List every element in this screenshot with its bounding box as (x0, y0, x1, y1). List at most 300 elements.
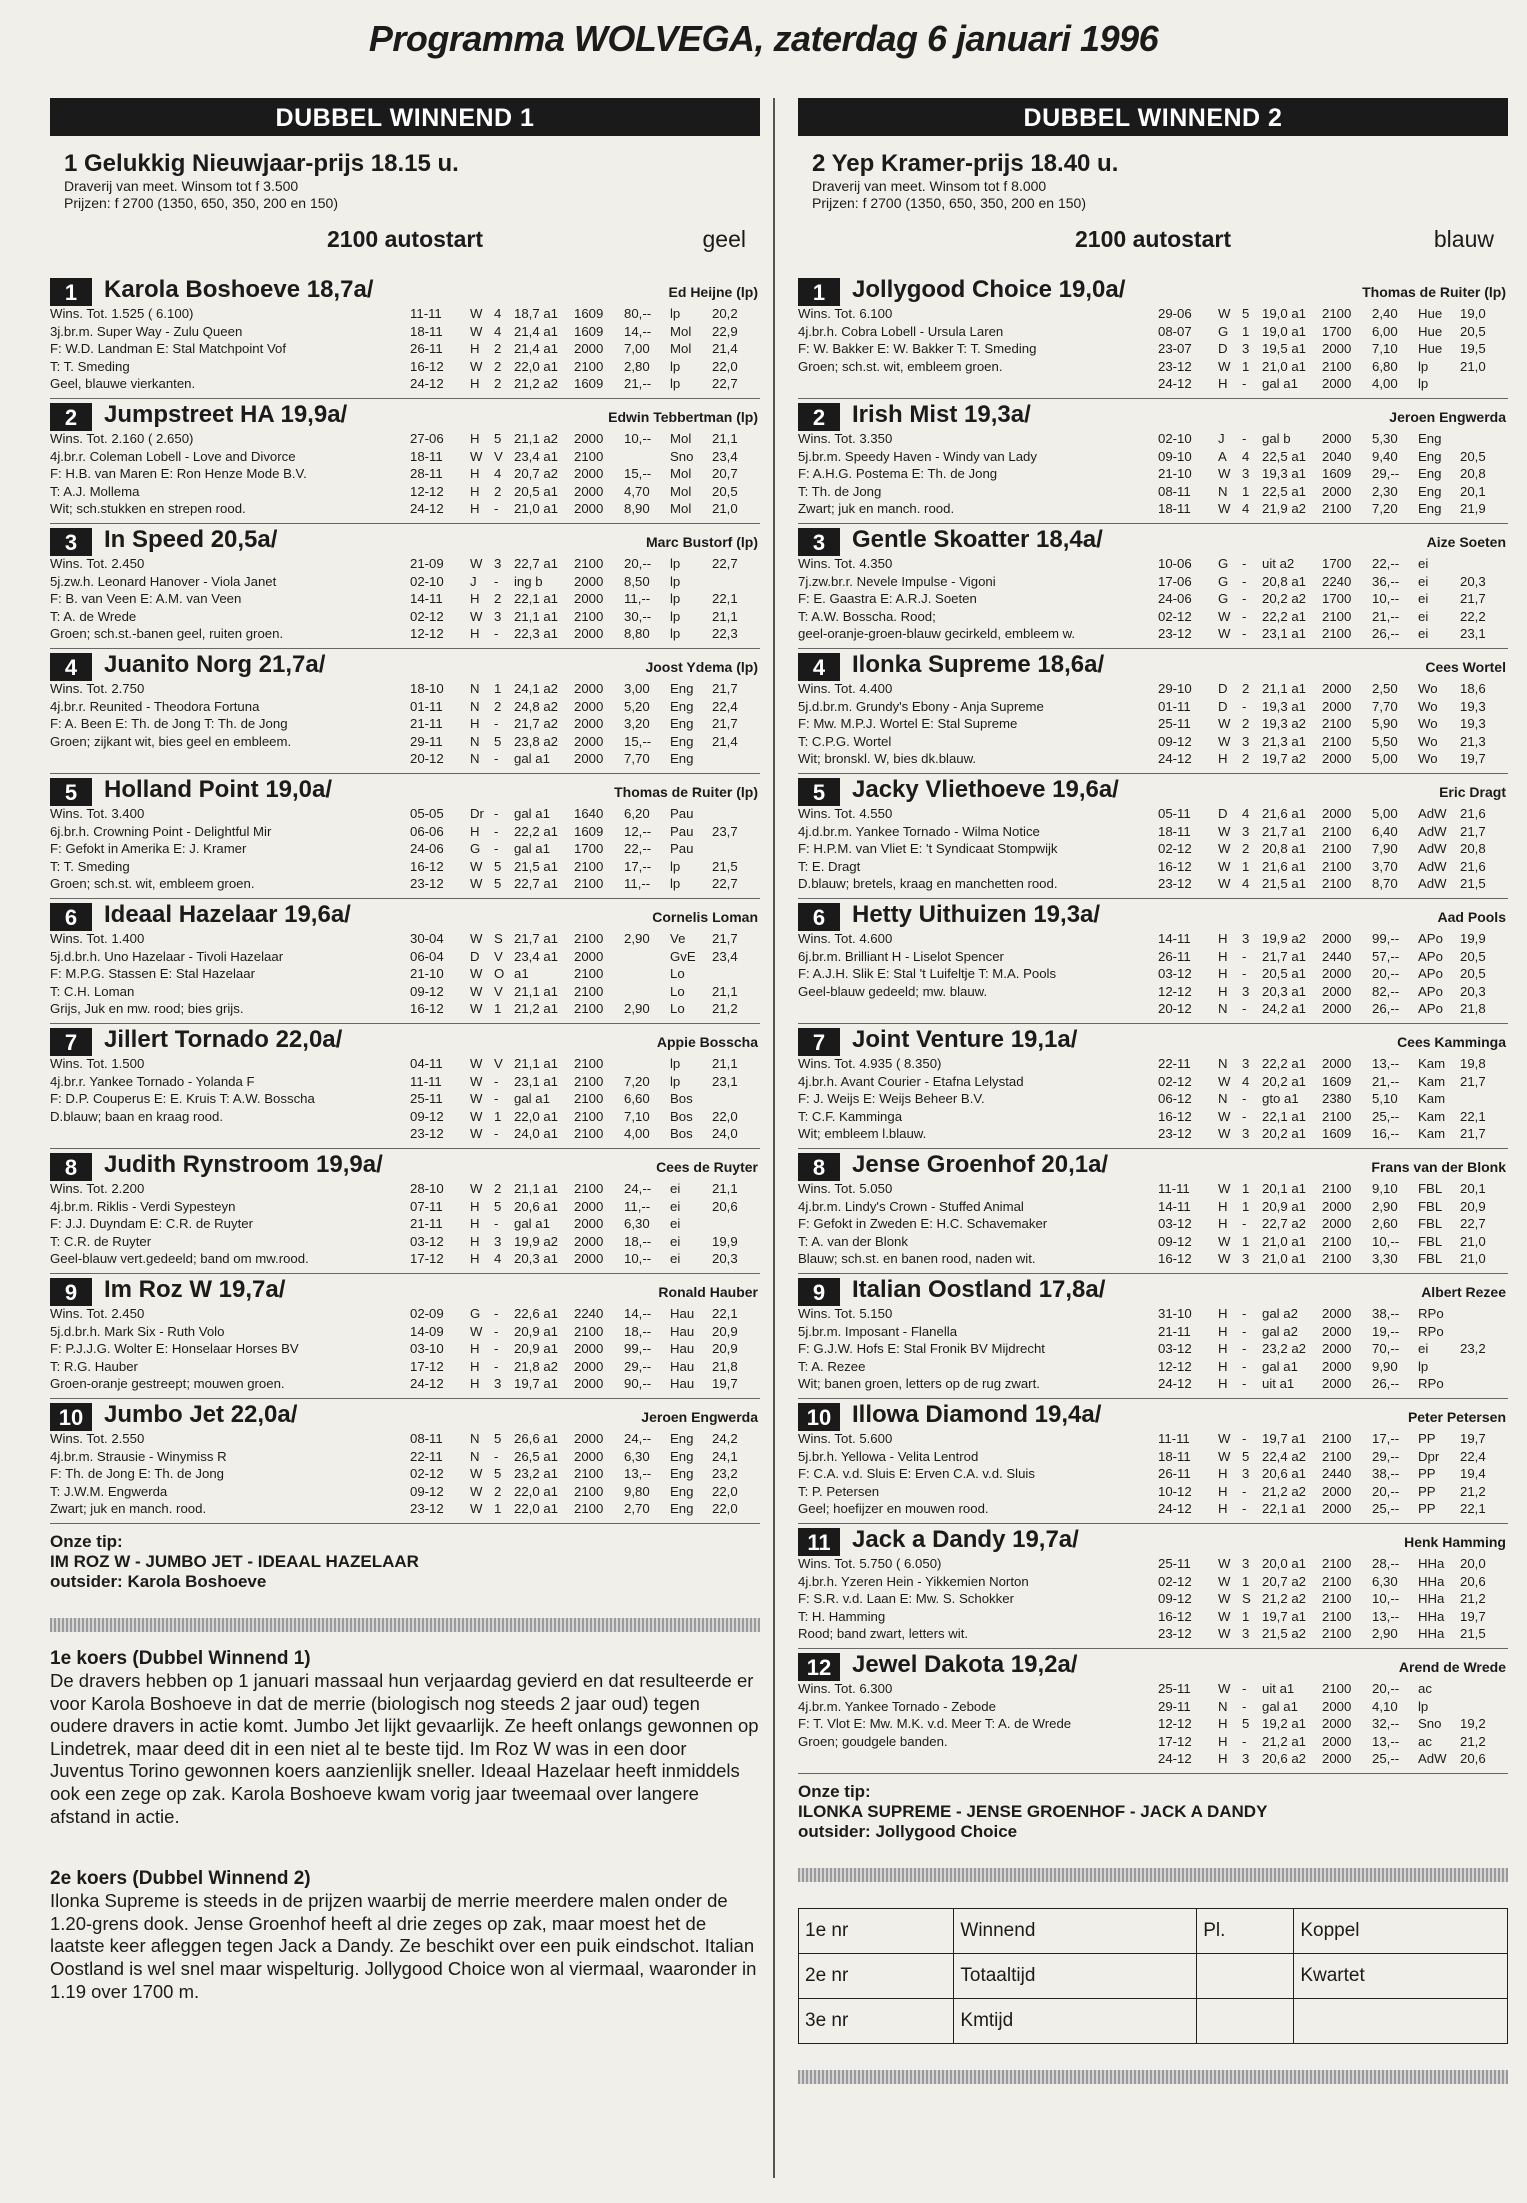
form-cell: gal a1 (514, 1091, 550, 1107)
form-cell: N (1218, 1001, 1228, 1017)
form-cell: 1 (1242, 858, 1250, 874)
form-cell: 22,6 a1 (514, 1306, 558, 1321)
form-cell: 22,2 a1 (1262, 1056, 1306, 1071)
results-cell: 1e nr (799, 1909, 954, 1954)
form-cell: 21,4 a1 (514, 323, 558, 339)
form-cell: 24-12 (410, 376, 444, 392)
form-cell: 1700 (1322, 323, 1352, 339)
form-cell: - (494, 751, 499, 767)
form-cell: 22,1 (712, 1306, 738, 1321)
form-cell: 21,0 (1460, 1233, 1486, 1249)
form-cell: 21,0 a1 (1262, 1233, 1306, 1249)
race-header (50, 136, 760, 274)
form-cell: 21,7 (1460, 591, 1486, 607)
horse-info-line: Blauw; sch.st. en banen rood, naden wit. (798, 1251, 1036, 1267)
horse-info-line: T: A. van der Blonk (798, 1233, 908, 1249)
form-cell: 17,-- (624, 858, 652, 874)
form-cell: 2100 (1322, 1251, 1352, 1267)
form-cell: 2040 (1322, 448, 1352, 464)
form-row (410, 1323, 760, 1341)
horse-header (50, 403, 760, 431)
form-cell: 20,6 (1460, 1751, 1486, 1767)
form-row (1158, 483, 1508, 501)
form-cell: 5,00 (1372, 806, 1398, 821)
form-cell: 1640 (574, 806, 604, 821)
form-cell: 22,0 (712, 1108, 738, 1124)
form-cell: 24-12 (1158, 1501, 1192, 1517)
form-cell: 22,4 (1460, 1448, 1486, 1464)
horse-info-line: T: A. de Wrede (50, 608, 137, 624)
form-cell: 1700 (1322, 556, 1352, 571)
form-cell: lp (1418, 376, 1429, 392)
form-cell: 20,2 (712, 306, 738, 321)
horse-entry (50, 524, 760, 649)
form-cell: 2100 (574, 983, 604, 999)
form-cell: W (1218, 626, 1231, 642)
form-cell: W (1218, 1608, 1231, 1624)
horse-name: Jense Groenhof 20,1a/ (852, 1151, 1109, 1178)
form-cell: Wo (1418, 698, 1438, 714)
form-cell: 3,00 (624, 681, 650, 696)
form-cell: 20,6 (1460, 1573, 1486, 1589)
form-cell: W (1218, 841, 1231, 857)
commentary-heading: 2e koers (Dubbel Winnend 2) (50, 1868, 311, 1890)
form-cell: 20,0 a1 (1262, 1556, 1306, 1571)
form-cell: 4 (1242, 876, 1250, 892)
form-cell: 19,4 (1460, 1466, 1486, 1482)
form-cell: 20,9 a1 (514, 1341, 558, 1357)
race-distance: 2100 autostart (327, 226, 483, 252)
form-row (410, 500, 760, 518)
form-cell: 05-11 (1158, 806, 1191, 821)
horse-number: 1 (798, 278, 840, 306)
horse-info (798, 1180, 1153, 1268)
horse-info-line: T: E. Dragt (798, 858, 861, 874)
horse-info-line: 6j.br.m. Brilliant H - Liselot Spencer (798, 948, 1004, 964)
form-row (1158, 733, 1508, 751)
horse-info-line: 3j.br.m. Super Way - Zulu Queen (50, 323, 243, 339)
form-cell: 2,90 (624, 1001, 650, 1017)
form-cell: W (1218, 501, 1231, 517)
form-cell: 22,1 a1 (1262, 1501, 1306, 1517)
form-cell: J (470, 573, 477, 589)
form-cell: 08-11 (410, 1431, 443, 1446)
form-row (410, 483, 760, 501)
race-prizes: Prijzen: f 2700 (1350, 650, 350, 200 en 150) (812, 195, 1086, 211)
form-row (410, 875, 760, 893)
form-cell: lp (1418, 1358, 1429, 1374)
form-cell: RPo (1418, 1323, 1444, 1339)
form-cell: W (1218, 1448, 1231, 1464)
form-cell: Hau (670, 1341, 695, 1357)
horse-info-line: Wit; sch.stukken en strepen rood. (50, 501, 246, 517)
form-cell: APo (1418, 931, 1443, 946)
form-cell: FBL (1418, 1216, 1443, 1232)
form-cell: 29,-- (1372, 466, 1400, 482)
form-cell: 23,8 a2 (514, 733, 558, 749)
form-cell: - (1242, 1431, 1247, 1446)
form-cell: Eng (670, 1448, 694, 1464)
horse-info (798, 930, 1153, 1000)
form-cell: N (1218, 483, 1228, 499)
form-cell: 20,5 a1 (514, 483, 558, 499)
horse-info-line: T: H. Hamming (798, 1608, 886, 1624)
form-cell: 02-12 (1158, 1573, 1192, 1589)
form-cell: Ve (670, 931, 686, 946)
form-cell: HHa (1418, 1608, 1445, 1624)
form-cell: 19,3 (1460, 698, 1486, 714)
form-cell: ei (1418, 626, 1429, 642)
form-cell: 20,2 a1 (1262, 1073, 1306, 1089)
form-cell: - (1242, 948, 1247, 964)
horse-driver: Frans van der Blonk (1371, 1159, 1506, 1175)
results-cell: Kwartet (1294, 1954, 1508, 1999)
horse-header (50, 778, 760, 806)
horse-entry (798, 274, 1508, 399)
form-cell: 22,7 a1 (514, 556, 558, 571)
form-cell: 22,0 (712, 1483, 738, 1499)
horse-info-line: F: T. Vlot E: Mw. M.K. v.d. Meer T: A. de Wrede (798, 1716, 1072, 1732)
form-cell: 7,70 (1372, 698, 1398, 714)
horse-driver: Appie Bosscha (656, 1034, 758, 1050)
form-cell: 22,2 a1 (1262, 608, 1306, 624)
form-cell: 20,7 a2 (1262, 1573, 1306, 1589)
horse-name: Hetty Uithuizen 19,3a/ (852, 901, 1101, 928)
tip-label: Onze tip: (50, 1532, 123, 1551)
form-cell: 21-10 (410, 966, 444, 982)
form-cell: Eng (1418, 431, 1442, 446)
horse-entry (50, 1024, 760, 1149)
form-cell: 2100 (1322, 733, 1352, 749)
form-cell: W (1218, 716, 1231, 732)
form-cell: H (1218, 1341, 1228, 1357)
horse-info-line: Wins. Tot. 1.400 (50, 931, 145, 946)
results-cell: Kmtijd (954, 1999, 1197, 2044)
form-cell: W (1218, 306, 1231, 321)
horse-info-line: Wins. Tot. 2.550 (50, 1431, 145, 1446)
form-cell: - (494, 823, 499, 839)
form-cell: 2000 (1322, 806, 1352, 821)
form-cell: 21,-- (1372, 1073, 1400, 1089)
form-cell: 23,2 a2 (1262, 1341, 1306, 1357)
form-cell: - (1242, 1698, 1247, 1714)
form-cell: 18,6 (1460, 681, 1486, 696)
form-cell: 2000 (1322, 1483, 1352, 1499)
form-row (1158, 1715, 1508, 1733)
horse-info-line: 5j.d.br.h. Mark Six - Ruth Volo (50, 1323, 225, 1339)
form-cell: H (1218, 751, 1228, 767)
form-row (1158, 1500, 1508, 1518)
form-cell: 2100 (574, 1483, 604, 1499)
horse-info (50, 930, 405, 1018)
form-cell: 3,20 (624, 716, 650, 732)
form-cell: 21,8 (712, 1358, 738, 1374)
form-cell: 20,9 a1 (514, 1323, 558, 1339)
horse-name: Ilonka Supreme 18,6a/ (852, 651, 1105, 678)
form-cell: 2100 (574, 876, 604, 892)
form-cell: 4 (494, 466, 502, 482)
form-cell: 14-09 (410, 1323, 444, 1339)
form-cell: 20,0 (1460, 1556, 1486, 1571)
results-cell (1197, 1999, 1294, 2044)
form-cell: 2,70 (624, 1501, 650, 1517)
form-cell: W (470, 1091, 483, 1107)
form-cell: 17,-- (1372, 1431, 1400, 1446)
form-cell: Wo (1418, 751, 1438, 767)
form-cell: - (1242, 698, 1247, 714)
horse-number: 6 (50, 903, 92, 931)
form-cell: Bos (670, 1126, 693, 1142)
form-cell: 04-11 (410, 1056, 443, 1071)
form-cell: 1 (494, 1108, 502, 1124)
results-cell: Pl. (1197, 1909, 1294, 1954)
form-cell: G (1218, 556, 1229, 571)
form-cell: 5 (494, 1466, 502, 1482)
form-cell: 18-11 (1158, 823, 1191, 839)
form-cell: Lo (670, 983, 685, 999)
horse-info-line: 6j.br.h. Crowning Point - Delightful Mir (50, 823, 272, 839)
form-cell: 16-12 (410, 1001, 444, 1017)
form-cell: 20,9 (1460, 1198, 1486, 1214)
form-cell: Hau (670, 1358, 695, 1374)
form-cell: W (470, 1056, 483, 1071)
form-cell: 2100 (574, 1323, 604, 1339)
form-cell: Eng (670, 681, 694, 696)
form-row (410, 608, 760, 626)
form-cell: 2100 (1322, 823, 1352, 839)
form-cell: 4 (1242, 501, 1250, 517)
form-cell: 17-12 (1158, 1733, 1192, 1749)
form-cell: RPo (1418, 1306, 1444, 1321)
form-cell: Pau (670, 841, 694, 857)
form-cell: 02-12 (1158, 841, 1192, 857)
horse-info-line: T: A.J. Mollema (50, 483, 140, 499)
form-cell: - (1242, 1306, 1247, 1321)
horse-info-line: Wit; banen groen, letters op de rug zwart. (798, 1376, 1040, 1392)
horse-number: 1 (50, 278, 92, 306)
form-row (1158, 1323, 1508, 1341)
form-cell: lp (670, 591, 681, 607)
horse-info-line: F: A. Been E: Th. de Jong T: Th. de Jong (50, 716, 288, 732)
form-cell: gal a1 (1262, 1358, 1298, 1374)
horse-info-line: 4j.br.h. Cobra Lobell - Ursula Laren (798, 323, 1004, 339)
form-cell: 19,7 a1 (1262, 1608, 1306, 1624)
form-cell: 26-11 (1158, 948, 1191, 964)
form-cell: Hau (670, 1376, 695, 1392)
form-cell: Mol (670, 501, 692, 517)
form-row (1158, 1233, 1508, 1251)
horse-info-line: Wins. Tot. 2.160 ( 2.650) (50, 431, 194, 446)
form-cell: 24,2 a1 (1262, 1001, 1306, 1017)
form-cell: 2240 (1322, 573, 1352, 589)
horse-info-line: T: T. Smeding (50, 858, 130, 874)
form-cell: 2100 (1322, 1681, 1352, 1696)
tip-block (798, 1782, 1508, 1842)
form-cell: a1 (514, 966, 529, 982)
form-cell: uit a1 (1262, 1376, 1295, 1392)
horse-info-line: F: Th. de Jong E: Th. de Jong (50, 1466, 224, 1482)
form-cell: W (1218, 1126, 1231, 1142)
form-cell: W (1218, 823, 1231, 839)
form-cell: lp (670, 556, 681, 571)
form-cell: 2000 (1322, 431, 1352, 446)
form-cell: 1 (494, 1001, 502, 1017)
form-cell: Mol (670, 466, 692, 482)
form-cell: W (470, 1001, 483, 1017)
form-cell: 16-12 (410, 858, 444, 874)
form-cell: 22,-- (1372, 556, 1400, 571)
horse-header (50, 1153, 760, 1181)
form-cell: 2000 (574, 1251, 604, 1267)
form-cell: 24,2 (712, 1431, 738, 1446)
form-cell: 21,5 (1460, 876, 1486, 892)
form-row (1158, 1483, 1508, 1501)
form-cell: 21,0 a1 (514, 501, 558, 517)
form-cell: 2000 (574, 1341, 604, 1357)
form-cell: 06-12 (1158, 1091, 1192, 1107)
form-cell: 2000 (1322, 376, 1352, 392)
form-cell: W (470, 1501, 483, 1517)
form-row (1158, 1358, 1508, 1376)
form-cell: 24-12 (410, 501, 444, 517)
form-cell: H (1218, 1306, 1228, 1321)
horse-name: Holland Point 19,0a/ (104, 776, 333, 803)
form-cell: lp (670, 376, 681, 392)
form-cell: 10,-- (624, 431, 652, 446)
race-distance: 2100 autostart (1075, 226, 1231, 252)
form-cell: H (1218, 948, 1228, 964)
form-row (410, 590, 760, 608)
horse-driver: Albert Rezee (1421, 1284, 1506, 1300)
form-cell: 20,6 a1 (1262, 1466, 1306, 1482)
form-cell: H (470, 431, 480, 446)
form-cell: 11,-- (624, 591, 651, 607)
form-cell: gal a1 (1262, 1698, 1298, 1714)
form-cell: 2000 (574, 733, 604, 749)
form-cell: 19,8 (1460, 1056, 1486, 1071)
form-cell: 18,-- (624, 1233, 652, 1249)
form-cell: 20,5 (1460, 323, 1486, 339)
horse-entry (798, 399, 1508, 524)
horse-info-line: Wins. Tot. 3.350 (798, 431, 893, 446)
horse-info-line: Zwart; juk en manch. rood. (798, 501, 955, 517)
horse-entry (50, 1274, 760, 1399)
form-cell: 2000 (574, 681, 604, 696)
form-cell: 23-07 (1158, 341, 1192, 357)
form-cell: 23,2 a1 (514, 1466, 558, 1482)
form-cell: AdW (1418, 841, 1447, 857)
horse-info-line: T: T. Smeding (50, 358, 130, 374)
form-cell: 22,0 (712, 358, 738, 374)
form-cell: 02-10 (410, 573, 444, 589)
race-prizes: Prijzen: f 2700 (1350, 650, 350, 200 en 150) (64, 195, 338, 211)
horse-info-line: 7j.zw.br.r. Nevele Impulse - Vigoni (798, 573, 996, 589)
form-cell: 29-11 (1158, 1698, 1191, 1714)
form-cell: ei (1418, 573, 1429, 589)
form-cell: 21,7 a1 (1262, 823, 1306, 839)
horse-driver: Aize Soeten (1426, 534, 1506, 550)
form-cell: 4 (494, 323, 502, 339)
form-cell: GvE (670, 948, 696, 964)
form-cell: 5,10 (1372, 1091, 1398, 1107)
form-cell: 2,90 (1372, 1626, 1398, 1642)
race-conditions: Draverij van meet. Winsom tot f 3.500 (64, 178, 299, 194)
form-row (410, 930, 760, 948)
form-cell: 20,3 (1460, 573, 1486, 589)
form-cell: 2100 (1322, 1573, 1352, 1589)
form-cell: 5,50 (1372, 733, 1398, 749)
form-cell: HHa (1418, 1556, 1445, 1571)
form-cell: - (1242, 591, 1247, 607)
form-row (410, 375, 760, 393)
form-table (1158, 1180, 1508, 1268)
form-cell: 5 (494, 431, 502, 446)
horse-number: 10 (798, 1403, 840, 1431)
horse-header (798, 528, 1508, 556)
form-row (410, 698, 760, 716)
form-cell: 11-11 (1158, 1431, 1190, 1446)
form-row (1158, 983, 1508, 1001)
form-row (410, 305, 760, 323)
form-cell: 1 (1242, 323, 1250, 339)
horse-info-line: 4j.br.m. Yankee Tornado - Zebode (798, 1698, 996, 1714)
horse-info (798, 1680, 1153, 1750)
form-cell: 22,0 a1 (514, 1501, 558, 1517)
form-cell: H (1218, 1358, 1228, 1374)
form-cell: 18-11 (1158, 1448, 1191, 1464)
form-cell: 21,2 (1460, 1733, 1486, 1749)
form-row (1158, 375, 1508, 393)
results-row (799, 1909, 1508, 1954)
form-cell: H (470, 1341, 480, 1357)
form-cell: 1 (494, 1501, 502, 1517)
form-cell: 2100 (574, 931, 604, 946)
form-cell: 19,3 (1460, 716, 1486, 732)
form-cell: 2100 (574, 1073, 604, 1089)
form-cell: W (470, 608, 483, 624)
form-cell: H (470, 1233, 480, 1249)
form-cell: D (1218, 806, 1228, 821)
form-cell: 21,1 a1 (1262, 681, 1306, 696)
form-cell: 99,-- (624, 1341, 652, 1357)
form-cell: 2000 (1322, 751, 1352, 767)
form-cell: 2 (1242, 716, 1250, 732)
form-row (410, 1500, 760, 1518)
form-cell: 4,10 (1372, 1698, 1398, 1714)
form-cell: 25,-- (1372, 1108, 1400, 1124)
form-row (410, 983, 760, 1001)
form-cell: 2100 (1322, 608, 1352, 624)
form-cell: 4 (494, 1251, 502, 1267)
form-cell: 5 (1242, 1716, 1250, 1732)
form-cell: 22,1 a1 (1262, 1108, 1306, 1124)
horse-driver: Ed Heijne (lp) (668, 284, 758, 300)
form-cell: 20,5 a1 (1262, 966, 1306, 982)
horse-info-line: Wins. Tot. 4.350 (798, 556, 893, 571)
horse-driver: Aad Pools (1437, 909, 1506, 925)
horse-info-line: Groen-oranje gestreept; mouwen groen. (50, 1376, 285, 1392)
horse-entry (798, 899, 1508, 1024)
horse-info (798, 1555, 1153, 1643)
form-cell: 20,5 (712, 483, 738, 499)
form-cell: W (1218, 1181, 1231, 1196)
form-cell: 19,9 (1460, 931, 1486, 946)
form-row (1158, 500, 1508, 518)
form-cell: 2000 (1322, 681, 1352, 696)
horse-info-line: F: E. Gaastra E: A.R.J. Soeten (798, 591, 977, 607)
form-row (410, 805, 760, 823)
form-cell: lp (670, 1056, 681, 1071)
